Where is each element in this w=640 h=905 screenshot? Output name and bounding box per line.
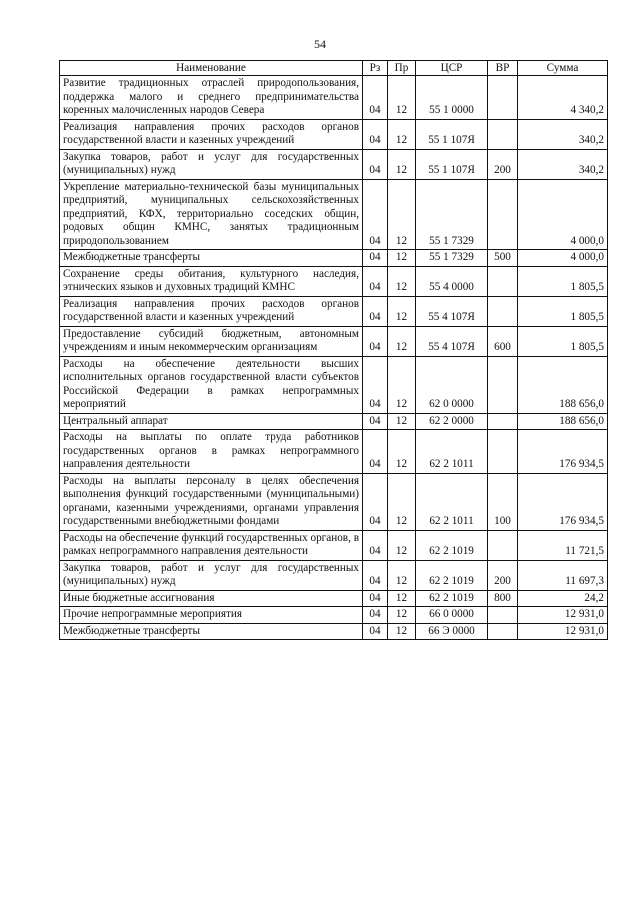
cell-name-text: Предоставление субсидий бюджетным, автономным учреждениям и иным некоммерческим организациям: [63, 327, 359, 353]
header-rz: Рз: [363, 61, 388, 76]
cell-vr: [488, 623, 518, 640]
cell-vr: 200: [488, 149, 518, 179]
cell-name-text: Расходы на выплаты персоналу в целях обеспечения выполнения функций государственными (муниципальными) органами, казенными учреждениями, органами управления государственными внебюджетными фондами: [63, 474, 359, 527]
cell-pr: 12: [388, 296, 416, 326]
cell-vr: [488, 266, 518, 296]
cell-name: [60, 590, 363, 607]
cell-name: [60, 149, 363, 179]
cell-vr: [488, 356, 518, 413]
page-number: 54: [314, 37, 326, 51]
cell-csr: 66 0 0000: [416, 607, 488, 624]
cell-pr: 12: [388, 473, 416, 530]
cell-vr: [488, 119, 518, 149]
cell-sum: 1 805,5: [518, 326, 608, 356]
cell-rz: 04: [363, 250, 388, 267]
cell-pr: 12: [388, 560, 416, 590]
cell-csr: 62 2 1019: [416, 560, 488, 590]
cell-csr: 55 1 107Я: [416, 149, 488, 179]
cell-pr: 12: [388, 623, 416, 640]
cell-name-text: Прочие непрограммные мероприятия: [63, 608, 243, 620]
cell-rz: 04: [363, 623, 388, 640]
cell-csr: 55 1 7329: [416, 179, 488, 250]
cell-name: [60, 430, 363, 474]
cell-name-text: Межбюджетные трансферты: [63, 251, 200, 263]
cell-sum: 340,2: [518, 119, 608, 149]
cell-sum: 188 656,0: [518, 413, 608, 430]
cell-rz: 04: [363, 473, 388, 530]
cell-vr: [488, 413, 518, 430]
cell-vr: 600: [488, 326, 518, 356]
cell-name-text: Иные бюджетные ассигнования: [63, 591, 215, 604]
cell-csr: 55 1 107Я: [416, 119, 488, 149]
cell-pr: 12: [388, 149, 416, 179]
cell-pr: 12: [388, 119, 416, 149]
cell-vr: [488, 179, 518, 250]
cell-sum: 12 931,0: [518, 607, 608, 624]
budget-table: [59, 60, 608, 640]
table-row: [60, 623, 608, 640]
table-row: [60, 179, 608, 250]
cell-rz: 04: [363, 356, 388, 413]
cell-name: [60, 473, 363, 530]
cell-vr: 200: [488, 560, 518, 590]
table-row: [60, 356, 608, 413]
cell-sum: 12 931,0: [518, 623, 608, 640]
table-row: [60, 430, 608, 474]
cell-pr: 12: [388, 76, 416, 120]
cell-pr: 12: [388, 590, 416, 607]
cell-rz: 04: [363, 590, 388, 607]
cell-csr: 55 1 0000: [416, 76, 488, 120]
cell-name: [60, 623, 363, 640]
cell-pr: 12: [388, 607, 416, 624]
cell-csr: 55 4 0000: [416, 266, 488, 296]
cell-csr: 55 1 7329: [416, 250, 488, 267]
cell-rz: 04: [363, 430, 388, 474]
cell-name-text: Сохранение среды обитания, культурного наследия, этнических языков и духовных традиций КМНС: [63, 267, 359, 293]
table-row: [60, 250, 608, 267]
cell-rz: 04: [363, 530, 388, 560]
cell-sum: 1 805,5: [518, 266, 608, 296]
cell-name-text: Развитие традиционных отраслей природопользования, поддержка малого и среднего предпринимательства коренных малочисленных народов Севера: [63, 77, 359, 116]
cell-sum: 11 697,3: [518, 560, 608, 590]
cell-csr: 66 Э 0000: [416, 623, 488, 640]
header-sum: Сумма: [518, 61, 608, 76]
cell-sum: 24,2: [518, 590, 608, 607]
cell-name: [60, 179, 363, 250]
cell-name-text: Реализация направления прочих расходов органов государственной власти и казенных учреждений: [63, 297, 359, 323]
cell-name-text: Закупка товаров, работ и услуг для государственных (муниципальных) нужд: [63, 150, 359, 176]
cell-csr: 62 2 0000: [416, 413, 488, 430]
table-row: [60, 530, 608, 560]
table-row: [60, 326, 608, 356]
cell-name-text: Реализация направления прочих расходов органов государственной власти и казенных учреждений: [63, 120, 359, 146]
cell-name: [60, 356, 363, 413]
cell-vr: [488, 530, 518, 560]
cell-vr: 500: [488, 250, 518, 267]
cell-name: [60, 250, 363, 267]
cell-sum: 4 000,0: [518, 250, 608, 267]
cell-vr: 800: [488, 590, 518, 607]
cell-rz: 04: [363, 607, 388, 624]
cell-pr: 12: [388, 413, 416, 430]
cell-pr: 12: [388, 179, 416, 250]
cell-rz: 04: [363, 119, 388, 149]
table-row: [60, 119, 608, 149]
cell-sum: 188 656,0: [518, 356, 608, 413]
cell-csr: 62 2 1019: [416, 590, 488, 607]
table-row: [60, 266, 608, 296]
cell-name: [60, 119, 363, 149]
cell-vr: [488, 296, 518, 326]
header-pr: Пр: [388, 61, 416, 76]
header-csr: ЦСР: [416, 61, 488, 76]
table-row: [60, 296, 608, 326]
table-row: [60, 149, 608, 179]
header-vr: ВР: [488, 61, 518, 76]
cell-pr: 12: [388, 326, 416, 356]
cell-pr: 12: [388, 266, 416, 296]
cell-rz: 04: [363, 413, 388, 430]
cell-name-text: Расходы на обеспечение деятельности высших исполнительных органов государственной власти субъектов Российской Федерации в рамках непрограммных мероприятий: [63, 357, 359, 410]
table-row: [60, 560, 608, 590]
table-row: [60, 590, 608, 607]
cell-name: [60, 266, 363, 296]
table-row: [60, 413, 608, 430]
cell-name: [60, 296, 363, 326]
cell-rz: 04: [363, 266, 388, 296]
cell-name-text: Расходы на выплаты по оплате труда работников государственных органов в рамках непрограммного направления деятельности: [63, 431, 359, 470]
cell-sum: 11 721,5: [518, 530, 608, 560]
cell-name-text: Закупка товаров, работ и услуг для государственных (муниципальных) нужд: [63, 561, 359, 587]
cell-rz: 04: [363, 326, 388, 356]
cell-name: [60, 76, 363, 120]
cell-csr: 62 2 1011: [416, 430, 488, 474]
table-body: [60, 76, 608, 640]
table-row: [60, 76, 608, 120]
cell-pr: 12: [388, 356, 416, 413]
cell-name-text: Центральный аппарат: [63, 414, 168, 427]
cell-name-text: Расходы на обеспечение функций государственных органов, в рамках непрограммного направления деятельности: [63, 531, 359, 557]
cell-name-text: Межбюджетные трансферты: [63, 624, 200, 637]
cell-sum: 176 934,5: [518, 430, 608, 474]
cell-sum: 1 805,5: [518, 296, 608, 326]
table-header-row: [60, 61, 608, 76]
cell-csr: 55 4 107Я: [416, 326, 488, 356]
cell-pr: 12: [388, 430, 416, 474]
cell-name: [60, 413, 363, 430]
cell-pr: 12: [388, 250, 416, 267]
cell-name-text: Укрепление материально-технической базы муниципальных предприятий, муниципальных сельскохозяйственных предприятий, КФХ, территориально соседских общин, родовых общин КМНС, занятых традиционным природопользованием: [63, 180, 359, 247]
cell-vr: [488, 430, 518, 474]
cell-rz: 04: [363, 76, 388, 120]
cell-rz: 04: [363, 296, 388, 326]
cell-rz: 04: [363, 560, 388, 590]
cell-sum: 340,2: [518, 149, 608, 179]
cell-vr: [488, 607, 518, 624]
cell-name: [60, 560, 363, 590]
header-name: Наименование: [60, 61, 363, 76]
cell-csr: 55 4 107Я: [416, 296, 488, 326]
cell-csr: 62 0 0000: [416, 356, 488, 413]
cell-name: [60, 530, 363, 560]
cell-sum: 4 000,0: [518, 179, 608, 250]
cell-rz: 04: [363, 149, 388, 179]
cell-rz: 04: [363, 179, 388, 250]
table-row: [60, 607, 608, 624]
cell-pr: 12: [388, 530, 416, 560]
cell-csr: 62 2 1011: [416, 473, 488, 530]
cell-sum: 176 934,5: [518, 473, 608, 530]
cell-vr: 100: [488, 473, 518, 530]
cell-vr: [488, 76, 518, 120]
cell-csr: 62 2 1019: [416, 530, 488, 560]
cell-name: [60, 326, 363, 356]
cell-name: [60, 607, 363, 624]
cell-sum: 4 340,2: [518, 76, 608, 120]
table-row: [60, 473, 608, 530]
